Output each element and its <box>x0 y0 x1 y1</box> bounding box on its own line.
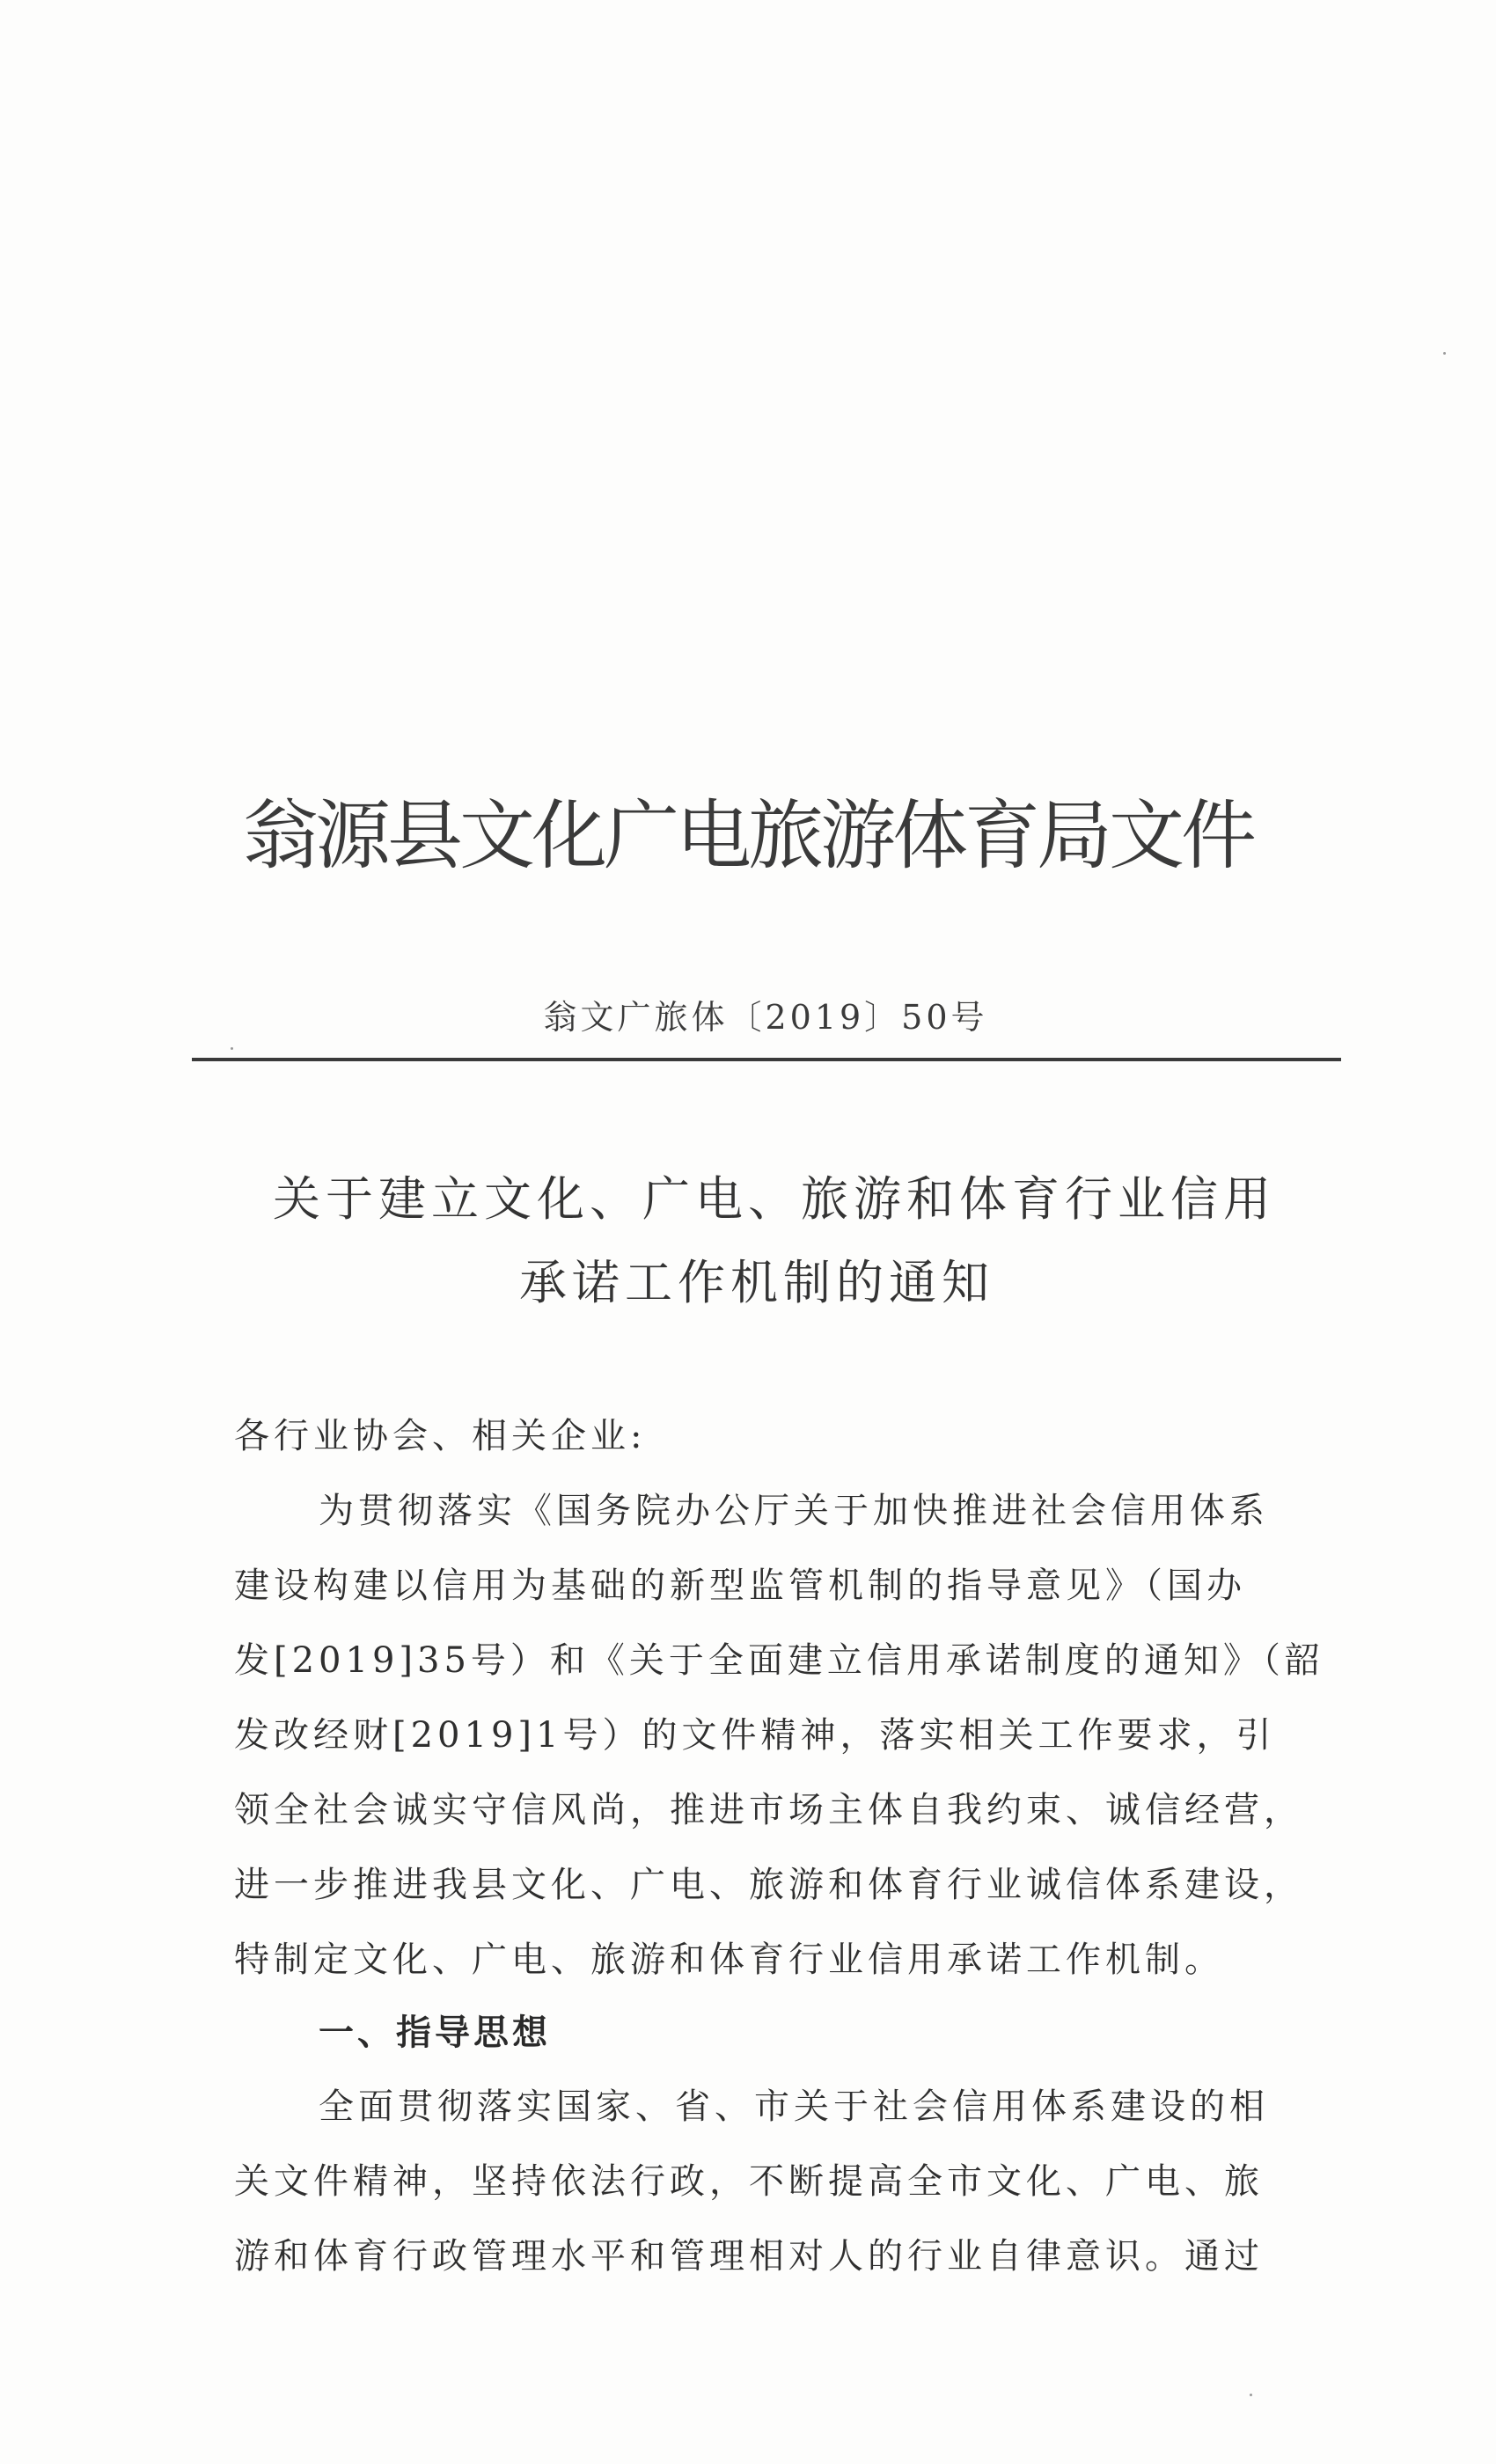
paragraph-2-line: 游和体育行政管理水平和管理相对人的行业自律意识。通过 <box>234 2236 1264 2277</box>
notice-title-line-2: 承诺工作机制的通知 <box>519 1255 994 1310</box>
scan-speck <box>1250 2394 1252 2396</box>
scan-speck <box>231 1047 233 1050</box>
paragraph-1-line: 领全社会诚实守信风尚，推进市场主体自我约束、诚信经营， <box>234 1790 1303 1830</box>
paragraph-1-line: 为贯彻落实《国务院办公厅关于加快推进社会信用体系 <box>319 1491 1269 1531</box>
header-divider <box>192 1058 1341 1061</box>
notice-title-line-1: 关于建立文化、广电、旅游和体育行业信用 <box>273 1171 1276 1227</box>
paragraph-1-line: 特制定文化、广电、旅游和体育行业信用承诺工作机制。 <box>234 1940 1224 1980</box>
paragraph-2-line: 关文件精神，坚持依法行政，不断提高全市文化、广电、旅 <box>234 2161 1264 2202</box>
paragraph-1-line: 发[2019]35号）和《关于全面建立信用承诺制度的通知》（韶 <box>234 1640 1324 1681</box>
paragraph-1-line: 建设构建以信用为基础的新型监管机制的指导意见》（国办 <box>234 1566 1246 1606</box>
issuer-header: 翁源县文化广电旅游体育局文件 <box>243 792 1253 880</box>
salutation: 各行业协会、相关企业: <box>234 1416 647 1456</box>
document-number: 翁文广旅体〔2019〕50号 <box>543 998 988 1037</box>
scan-speck <box>1443 352 1446 355</box>
section-1-heading: 一、指导思想 <box>319 2013 551 2053</box>
paragraph-1-line: 进一步推进我县文化、广电、旅游和体育行业诚信体系建设， <box>234 1865 1303 1905</box>
paragraph-1-line: 发改经财[2019]1号）的文件精神，落实相关工作要求，引 <box>234 1715 1276 1756</box>
paragraph-2-line: 全面贯彻落实国家、省、市关于社会信用体系建设的相 <box>319 2086 1269 2127</box>
